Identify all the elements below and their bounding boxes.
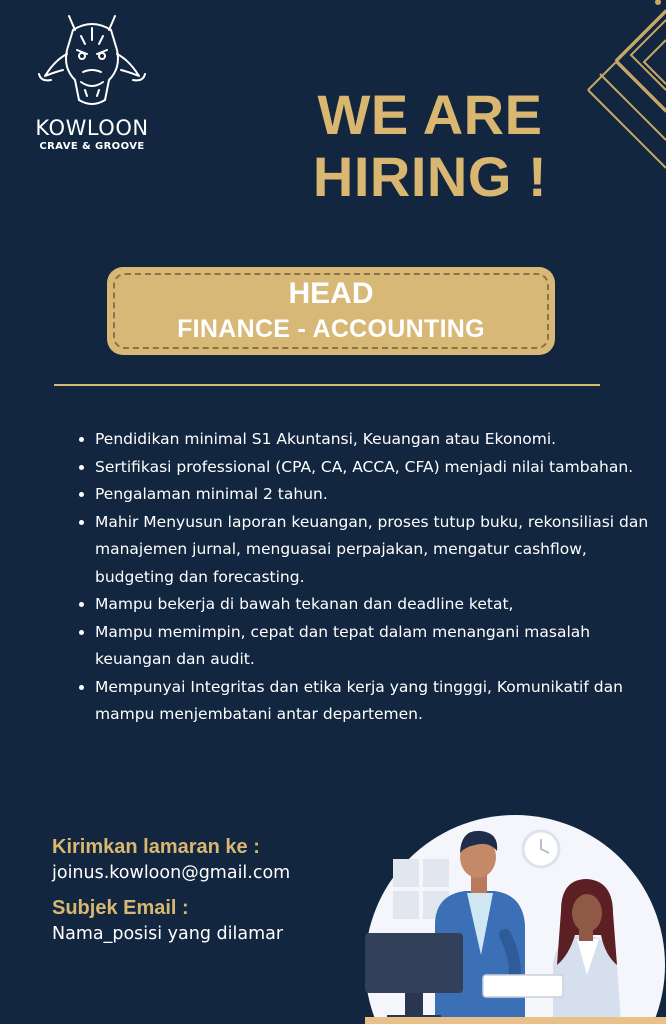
list-item: • Sertifikasi professional (CPA, CA, ACCA, CFA) menjadi nilai tambahan. [95,454,655,482]
dragon-head-icon [37,10,147,110]
office-workers-illustration [365,815,666,1024]
send-to-label: Kirimkan lamaran ke : [52,836,260,858]
subject-value: Nama_posisi yang dilamar [52,924,284,944]
list-item: • Mahir Menyusun laporan keuangan, proses tutup buku, rekonsiliasi dan manajemen jurnal, menguasai perpajakan, mengatur cashflow, budgeting dan forecasting. [95,509,655,592]
list-item: • Mempunyai Integritas dan etika kerja yang tingggi, Komunikatif dan mampu menjembatani antar departemen. [95,674,655,729]
email-address: joinus.kowloon@gmail.com [52,863,291,883]
position-subtitle: FINANCE - ACCOUNTING [177,315,485,343]
position-title: HEAD [288,277,374,310]
contact-section [52,836,372,944]
kowloon-logo [22,10,162,152]
list-item: • Pengalaman minimal 2 tahun. [95,481,655,509]
headline-line-1: WE ARE [317,83,543,146]
list-item: • Mampu memimpin, cepat dan tepat dalam menangani masalah keuangan dan audit. [95,619,655,674]
list-item: • Pendidikan minimal S1 Akuntansi, Keuangan atau Ekonomi. [95,426,655,454]
list-item: • Mampu bekerja di bawah tekanan dan deadline ketat, [95,591,655,619]
requirements-list [75,426,655,729]
headline-line-2: HIRING ! [312,145,548,208]
subject-label: Subjek Email : [52,897,189,919]
brand-name: KOWLOON [35,116,149,140]
divider [54,384,600,386]
headline [300,84,560,208]
brand-tagline: CRAVE & GROOVE [39,141,145,152]
position-box [107,267,555,355]
geometric-lines-decoration [586,0,666,170]
